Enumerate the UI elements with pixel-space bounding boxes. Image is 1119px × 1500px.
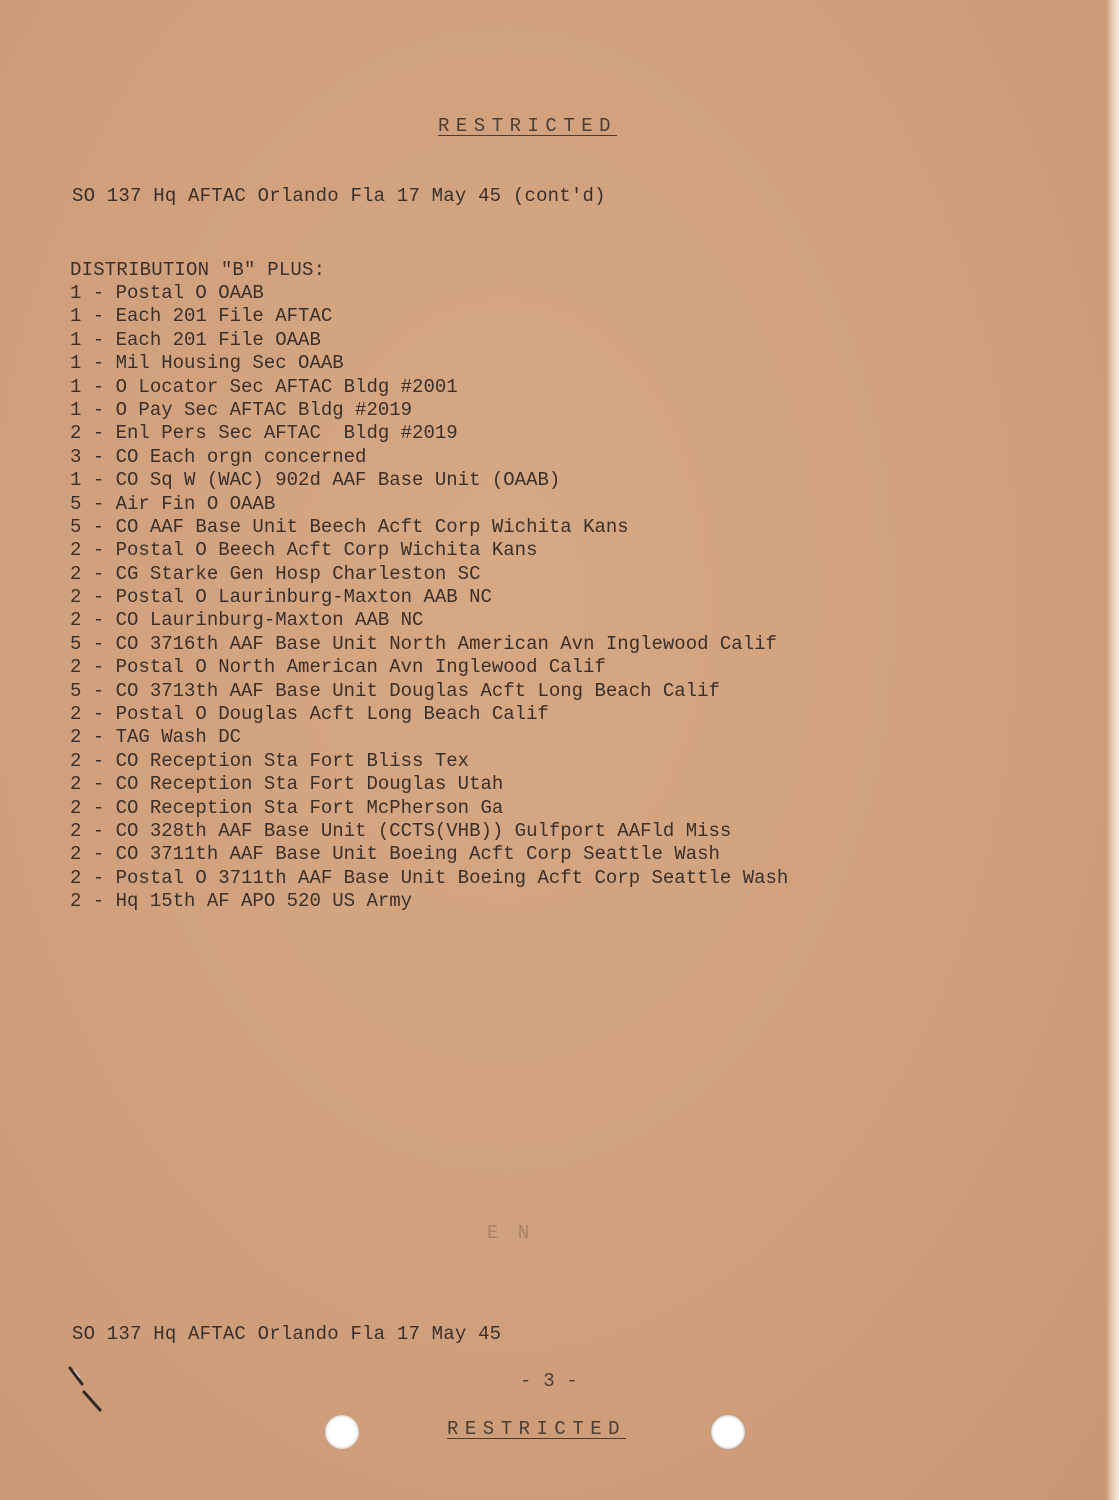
distribution-item: 1 - O Pay Sec AFTAC Bldg #2019	[70, 398, 413, 421]
distribution-item: 2 - CO Reception Sta Fort Douglas Utah	[70, 773, 504, 796]
distribution-item: 2 - TAG Wash DC	[70, 726, 242, 749]
distribution-item: 3 - CO Each orgn concerned	[70, 445, 367, 468]
distribution-item: 5 - CO 3713th AAF Base Unit Douglas Acft Long Beach Calif	[70, 679, 720, 702]
distribution-item: 2 - CG Starke Gen Hosp Charleston SC	[70, 562, 481, 585]
distribution-item: 2 - Hq 15th AF APO 520 US Army	[70, 890, 413, 913]
distribution-item: 2 - Postal O Beech Acft Corp Wichita Kans	[70, 539, 538, 562]
distribution-item: 1 - O Locator Sec AFTAC Bldg #2001	[70, 375, 458, 398]
distribution-item: 2 - CO Reception Sta Fort McPherson Ga	[70, 796, 504, 819]
distribution-item: 1 - Each 201 File AFTAC	[70, 305, 333, 328]
distribution-item: 1 - Each 201 File OAAB	[70, 328, 321, 351]
distribution-item: 2 - CO 328th AAF Base Unit (CCTS(VHB)) Gulfport AAFld Miss	[70, 819, 732, 842]
distribution-item: 1 - CO Sq W (WAC) 902d AAF Base Unit (OAAB)	[70, 469, 561, 492]
distribution-item: 1 - Postal O OAAB	[70, 282, 264, 304]
distribution-item: 2 - Postal O Laurinburg-Maxton AAB NC	[70, 586, 492, 609]
distribution-item: 5 - Air Fin O OAAB	[70, 492, 276, 515]
order-footer: SO 137 Hq AFTAC Orlando Fla 17 May 45	[72, 1323, 502, 1345]
distribution-item: 2 - CO Reception Sta Fort Bliss Tex	[70, 749, 470, 772]
order-header: SO 137 Hq AFTAC Orlando Fla 17 May 45 (cont'd)	[72, 185, 606, 207]
distribution-item: 2 - CO Laurinburg-Maxton AAB NC	[70, 609, 424, 632]
page-number: - 3 -	[520, 1370, 579, 1392]
punch-hole-left	[325, 1415, 359, 1449]
distribution-item: 2 - Enl Pers Sec AFTAC Bldg #2019	[70, 422, 458, 445]
distribution-item: 2 - Postal O North American Avn Inglewood Calif	[70, 656, 606, 679]
distribution-item: 5 - CO AAF Base Unit Beech Acft Corp Wichita Kans	[70, 515, 629, 538]
page-edge	[1105, 0, 1119, 1500]
distribution-item: 5 - CO 3716th AAF Base Unit North American Avn Inglewood Calif	[70, 632, 777, 655]
punch-hole-right	[711, 1415, 745, 1449]
classification-top: RESTRICTED	[438, 115, 618, 137]
faint-stamp-mark: E N	[487, 1222, 534, 1244]
distribution-heading: DISTRIBUTION "B" PLUS:	[70, 259, 326, 281]
distribution-item: 1 - Mil Housing Sec OAAB	[70, 352, 344, 375]
distribution-item: 2 - Postal O Douglas Acft Long Beach Calif	[70, 703, 549, 726]
distribution-item: 2 - CO 3711th AAF Base Unit Boeing Acft Corp Seattle Wash	[70, 843, 720, 866]
distribution-item: 2 - Postal O 3711th AAF Base Unit Boeing Acft Corp Seattle Wash	[70, 866, 789, 889]
distribution-list	[70, 282, 788, 914]
classification-bottom: RESTRICTED	[447, 1418, 627, 1440]
staple-mark-icon	[62, 1362, 122, 1422]
